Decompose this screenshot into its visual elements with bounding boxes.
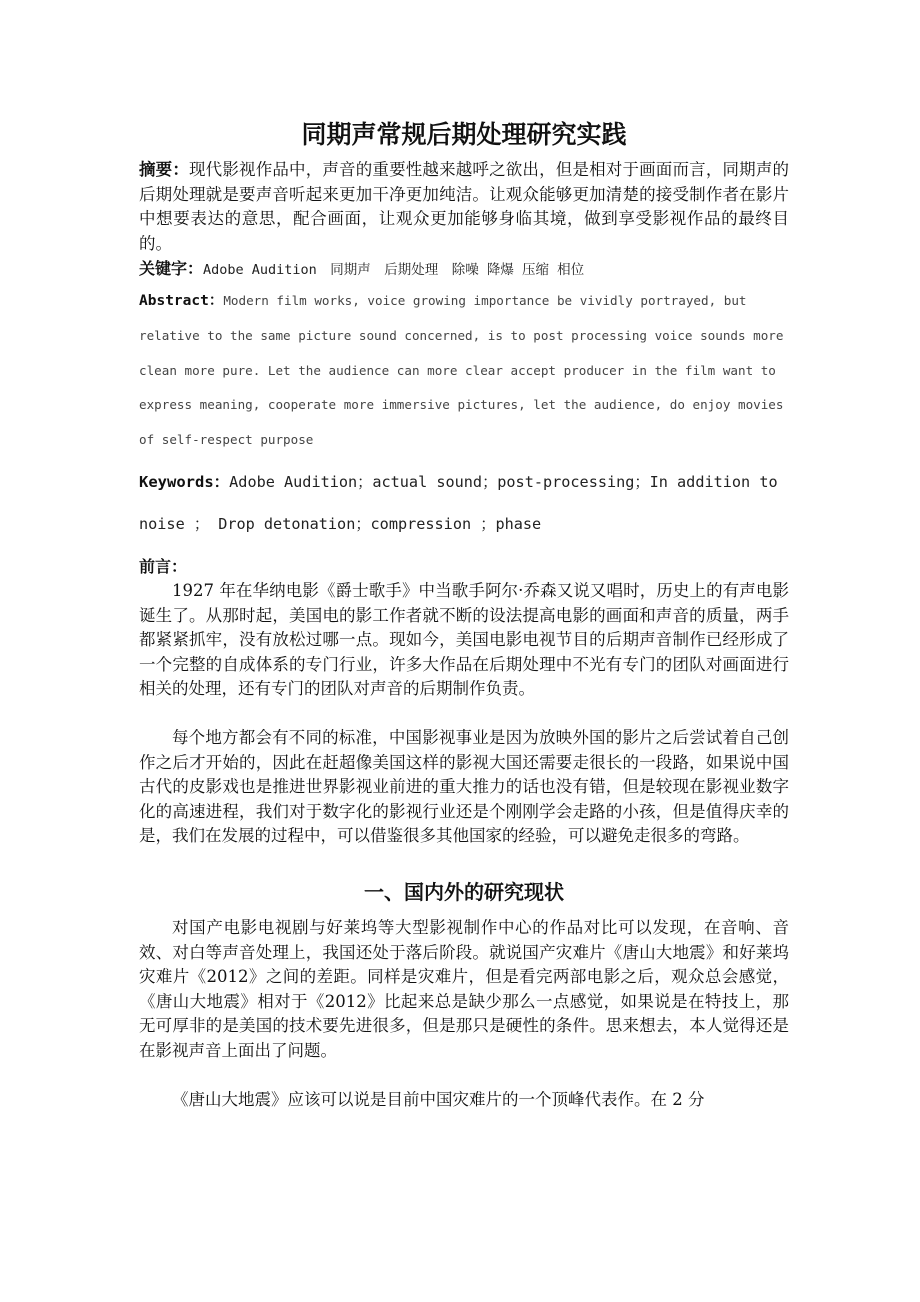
section-heading-research-status: 一、国内外的研究现状	[364, 880, 564, 904]
keywords-en	[139, 461, 804, 545]
keywords-cn-label: 关键字：	[139, 259, 204, 278]
preface-paragraph-1: 1927 年在华纳电影《爵士歌手》中当歌手阿尔·乔森又说又唱时，历史上的有声电影诞生了。从那时起，美国电的影工作者就不断的设法提高电影的画面和声音的质量，两手都紧紧抓牢，没有放松过哪一点。现如今，美国电影电视节目的后期声音制作已经形成了一个完整的自成体系的专门行业，许多大作品在后期处理中不光有专门的团队对画面进行相关的处理，还有专门的团队对声音的后期制作负责。	[139, 581, 789, 698]
paper-title: 同期声常规后期处理研究实践	[301, 120, 627, 149]
keywords-en-text: Adobe Audition；actual sound；post-processing；In addition to noise ； Drop detonation；compression ；phase	[139, 473, 778, 533]
keywords-en-label: Keywords：	[139, 473, 230, 491]
abstract-cn-label: 摘要：	[139, 160, 190, 179]
abstract-en-text: Modern film works, voice growing importance be vividly portrayed, but relative to the same picture sound concerned, is to post processing voice sounds more clean more pure. Let the audience can more clear accept producer in the film want to express meaning, cooperate more immersive pictures, let the audience, do enjoy movies of self-respect purpose	[139, 293, 784, 448]
abstract-en	[139, 284, 799, 458]
abstract-cn	[139, 158, 789, 256]
keywords-cn-text: Adobe Audition 同期声 后期处理 除噪 降爆 压缩 相位	[203, 262, 585, 278]
preface-heading: 前言：	[139, 557, 188, 576]
section1-paragraph-1: 对国产电影电视剧与好莱坞等大型影视制作中心的作品对比可以发现，在音响、音效、对白等声音处理上，我国还处于落后阶段。就说国产灾难片《唐山大地震》和好莱坞灾难片《2012》之间的差距。同样是灾难片，但是看完两部电影之后，观众总会感觉，《唐山大地震》相对于《2012》比起来总是缺少那么一点感觉，如果说是在特技上，那无可厚非的是美国的技术要先进很多，但是那只是硬性的条件。思来想去，本人觉得还是在影视声音上面出了问题。	[139, 918, 789, 1060]
preface-paragraph-2: 每个地方都会有不同的标准，中国影视事业是因为放映外国的影片之后尝试着自己创作之后才开始的，因此在赶超像美国这样的影视大国还需要走很长的一段路，如果说中国古代的皮影戏也是推进世界影视业前进的重大推力的话也没有错，但是较现在影视业数字化的高速进程，我们对于数字化的影视行业还是个刚刚学会走路的小孩，但是值得庆幸的是，我们在发展的过程中，可以借鉴很多其他国家的经验，可以避免走很多的弯路。	[139, 728, 789, 845]
abstract-cn-text: 现代影视作品中，声音的重要性越来越呼之欲出，但是相对于画面而言，同期声的后期处理就是要声音听起来更加干净更加纯洁。让观众能够更加清楚的接受制作者在影片中想要表达的意思，配合画面，让观众更加能够身临其境，做到享受影视作品的最终目的。	[139, 160, 790, 253]
abstract-en-label: Abstract：	[139, 293, 224, 309]
section1-paragraph-2: 《唐山大地震》应该可以说是目前中国灾难片的一个顶峰代表作。在 2 分	[172, 1090, 705, 1109]
keywords-cn	[139, 257, 789, 282]
